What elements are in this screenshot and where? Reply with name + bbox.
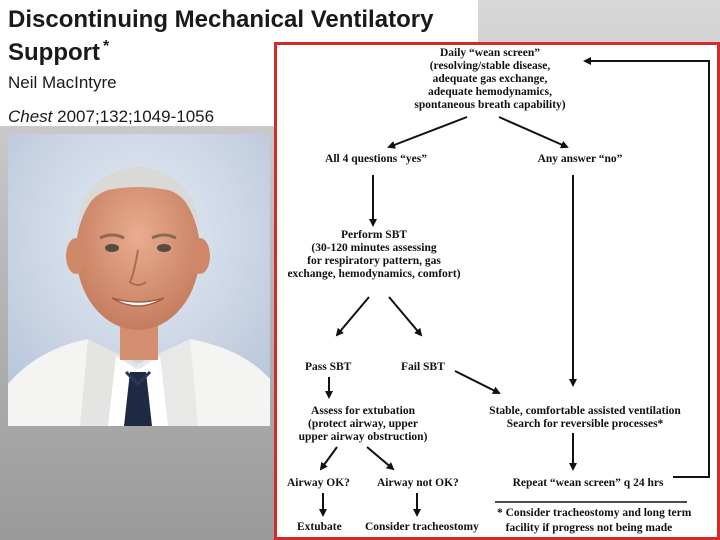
citation-details: 2007;132;1049-1056 bbox=[52, 107, 215, 126]
arrow-assess-to-ok bbox=[321, 447, 337, 469]
citation bbox=[8, 107, 214, 127]
node-consider-tracheostomy: Consider tracheostomy bbox=[365, 521, 479, 533]
arrow-sbt-to-fail bbox=[389, 297, 421, 335]
arrow-sbt-to-pass bbox=[337, 297, 369, 335]
node-daily-wean-screen: Daily “wean screen” (resolving/stable disease, adequate gas exchange, adequate hemodynamics, spontaneous breath capability) bbox=[414, 47, 566, 111]
title-asterisk: * bbox=[102, 38, 110, 55]
node-airway-ok: Airway OK? bbox=[287, 477, 350, 489]
node-perform-sbt: Perform SBT (30-120 minutes assessing for respiratory pattern, gas exchange, hemodynamics, comfort) bbox=[287, 229, 461, 280]
node-any-answer-no: Any answer “no” bbox=[537, 153, 623, 165]
author-name: Neil MacIntyre bbox=[8, 73, 117, 92]
journal-name: Chest bbox=[8, 107, 53, 126]
weaning-flowchart bbox=[274, 42, 720, 540]
flowchart-arrows bbox=[277, 45, 717, 537]
node-airway-not-ok: Airway not OK? bbox=[377, 477, 459, 489]
slide-title-text: Discontinuing Mechanical Ventilatory Support bbox=[8, 6, 434, 66]
node-assess-extubation: Assess for extubation (protect airway, upper upper airway obstruction) bbox=[298, 405, 428, 443]
node-repeat-wean-screen: Repeat “wean screen” q 24 hrs bbox=[512, 477, 664, 489]
portrait-illustration bbox=[8, 134, 270, 426]
arrow-screen-to-yes bbox=[389, 117, 467, 147]
node-pass-sbt: Pass SBT bbox=[305, 361, 352, 373]
arrow-assess-to-notok bbox=[367, 447, 393, 469]
flowchart-footnote: * Consider tracheostomy and long term facility if progress not being made bbox=[497, 507, 692, 534]
node-extubate: Extubate bbox=[297, 521, 342, 533]
arrow-screen-to-no bbox=[499, 117, 567, 147]
node-fail-sbt: Fail SBT bbox=[401, 361, 445, 373]
node-all-four-yes: All 4 questions “yes” bbox=[325, 153, 427, 165]
node-stable-assisted-ventilation: Stable, comfortable assisted ventilation Search for reversible processes* bbox=[489, 405, 681, 430]
author-photo bbox=[8, 134, 270, 426]
arrow-fail-to-stable bbox=[455, 371, 499, 393]
